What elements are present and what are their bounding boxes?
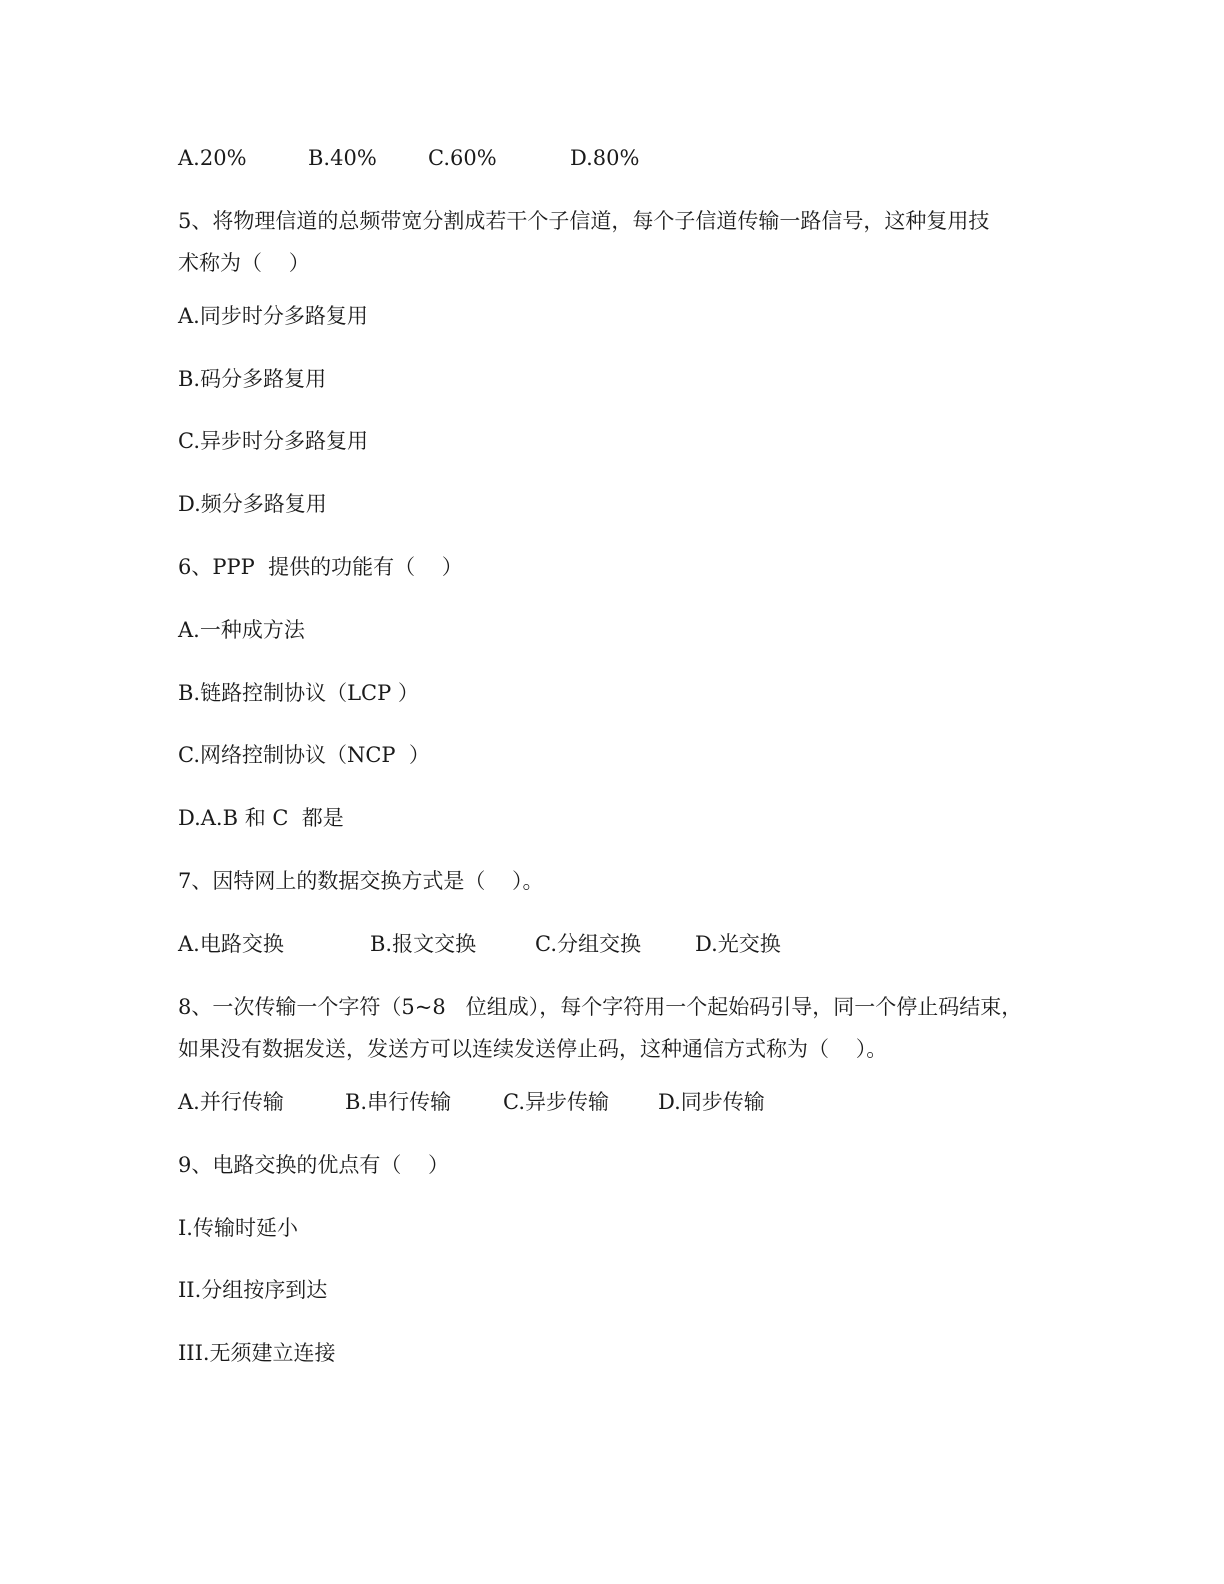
q8-option-d: D.同步传输	[658, 1090, 765, 1114]
q4-option-b: B.40%	[308, 146, 377, 170]
q8-option-a: A.并行传输	[178, 1090, 284, 1114]
q9-item-3: III.无须建立连接	[178, 1341, 336, 1365]
q9-stem: 9、电路交换的优点有（ ）	[178, 1153, 450, 1177]
q7-option-b: B.报文交换	[370, 932, 477, 956]
q9-item-2: II.分组按序到达	[178, 1278, 328, 1302]
q6-stem: 6、PPP 提供的功能有（ ）	[178, 555, 463, 579]
q8-option-c: C.异步传输	[503, 1090, 609, 1114]
q6-option-a: A.一种成方法	[178, 618, 305, 642]
q8-option-b: B.串行传输	[345, 1090, 452, 1114]
q5-option-a: A.同步时分多路复用	[178, 304, 368, 328]
q7-stem: 7、因特网上的数据交换方式是（ ）。	[178, 869, 544, 893]
q7-option-d: D.光交换	[695, 932, 781, 956]
q7-option-c: C.分组交换	[535, 932, 641, 956]
q9-item-1: I.传输时延小	[178, 1216, 298, 1240]
q5-option-c: C.异步时分多路复用	[178, 429, 368, 453]
q5-stem-line1: 5、将物理信道的总频带宽分割成若干个子信道，每个子信道传输一路信号，这种复用技	[178, 209, 990, 233]
q6-option-d: D.A.B 和 C 都是	[178, 806, 344, 830]
q6-option-b: B.链路控制协议（LCP ）	[178, 681, 419, 705]
q6-option-c: C.网络控制协议（NCP ）	[178, 743, 430, 767]
q4-option-c: C.60%	[428, 146, 497, 170]
q7-option-a: A.电路交换	[178, 932, 284, 956]
q8-stem-line1: 8、一次传输一个字符（5~8 位组成），每个字符用一个起始码引导，同一个停止码结束，	[178, 995, 1023, 1019]
q5-stem-line2: 术称为（ ）	[178, 251, 310, 275]
q4-option-d: D.80%	[570, 146, 640, 170]
q4-option-a: A.20%	[178, 146, 247, 170]
q8-stem-line2: 如果没有数据发送，发送方可以连续发送停止码，这种通信方式称为（ ）。	[178, 1037, 888, 1061]
q5-option-b: B.码分多路复用	[178, 367, 327, 391]
q5-option-d: D.频分多路复用	[178, 492, 327, 516]
